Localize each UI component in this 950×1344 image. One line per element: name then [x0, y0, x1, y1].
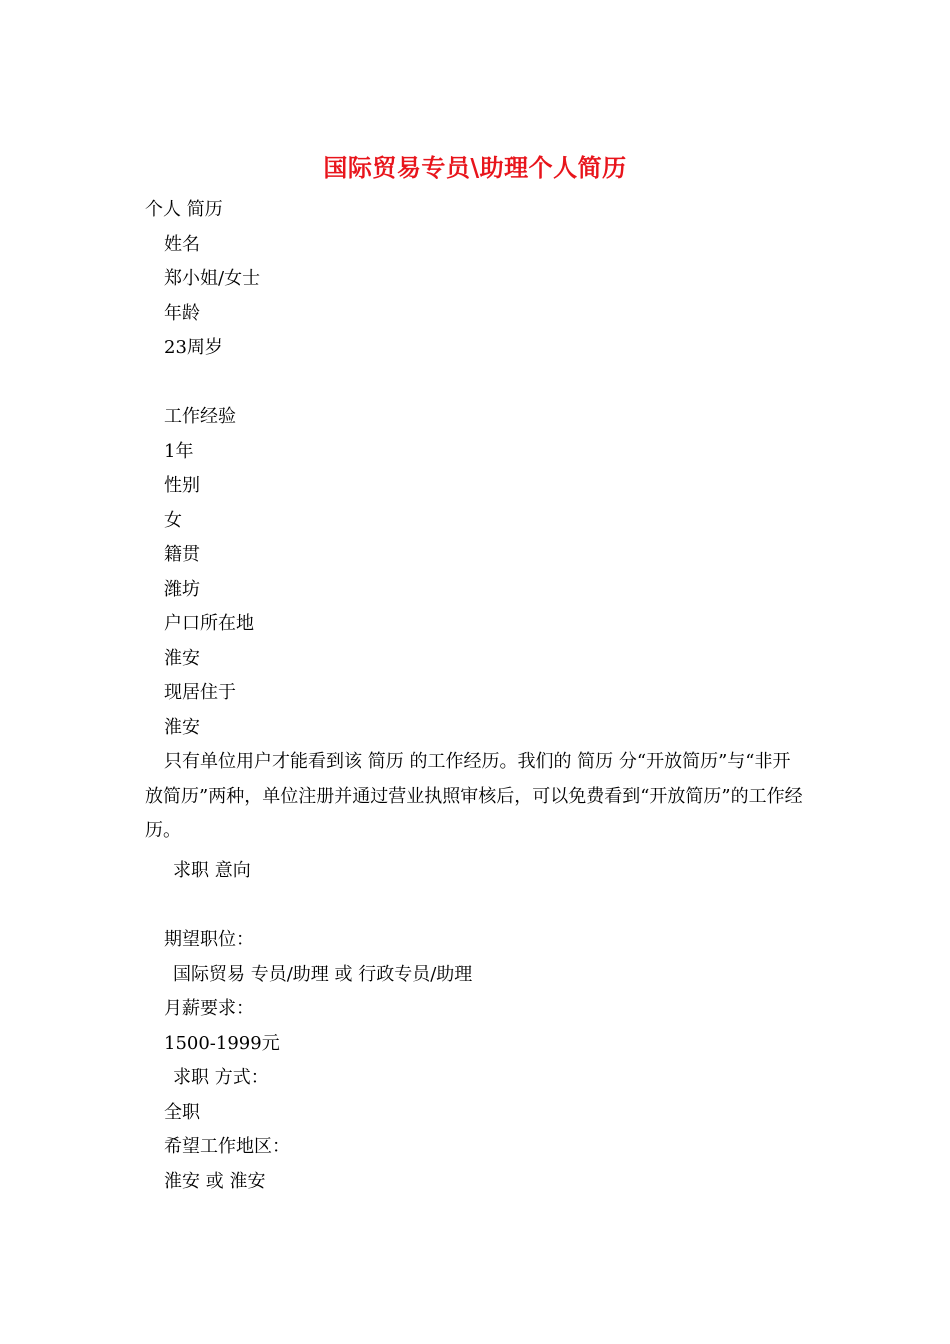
name-label: 姓名 [164, 234, 200, 255]
document-title: 国际贸易专员\助理个人简历 [323, 153, 627, 182]
job-intent-heading: 求职 意向 [173, 860, 251, 881]
salary-label: 月薪要求： [164, 998, 254, 1019]
desired-position-label: 期望职位： [164, 929, 254, 950]
resume-heading: 个人 简历 [145, 199, 223, 220]
residence-label: 现居住于 [164, 682, 236, 703]
experience-label: 工作经验 [164, 406, 236, 427]
work-area-label: 希望工作地区： [164, 1136, 290, 1157]
age-label: 年龄 [164, 303, 200, 324]
residence-value: 淮安 [164, 717, 200, 738]
gender-label: 性别 [164, 475, 200, 496]
hukou-value: 淮安 [164, 648, 200, 669]
name-value: 郑小姐/女士 [164, 268, 261, 289]
job-mode-value: 全职 [164, 1102, 200, 1123]
desired-position-value: 国际贸易 专员/助理 或 行政专员/助理 [173, 964, 473, 985]
native-place-value: 潍坊 [164, 579, 200, 600]
salary-value: 1500-1999元 [164, 1033, 280, 1054]
work-history-notice: 只有单位用户才能看到该 简历 的工作经历。我们的 简历 分“开放简历”与“非开放简历”两种，单位注册并通过营业执照审核后，可以免费看到“开放简历”的工作经历。 [145, 751, 803, 841]
age-value: 23周岁 [164, 337, 223, 358]
hukou-label: 户口所在地 [164, 613, 254, 634]
gender-value: 女 [164, 510, 182, 531]
native-place-label: 籍贯 [164, 544, 200, 565]
job-mode-label: 求职 方式： [173, 1067, 269, 1088]
work-area-value: 淮安 或 淮安 [164, 1171, 266, 1192]
experience-value: 1年 [164, 441, 194, 462]
